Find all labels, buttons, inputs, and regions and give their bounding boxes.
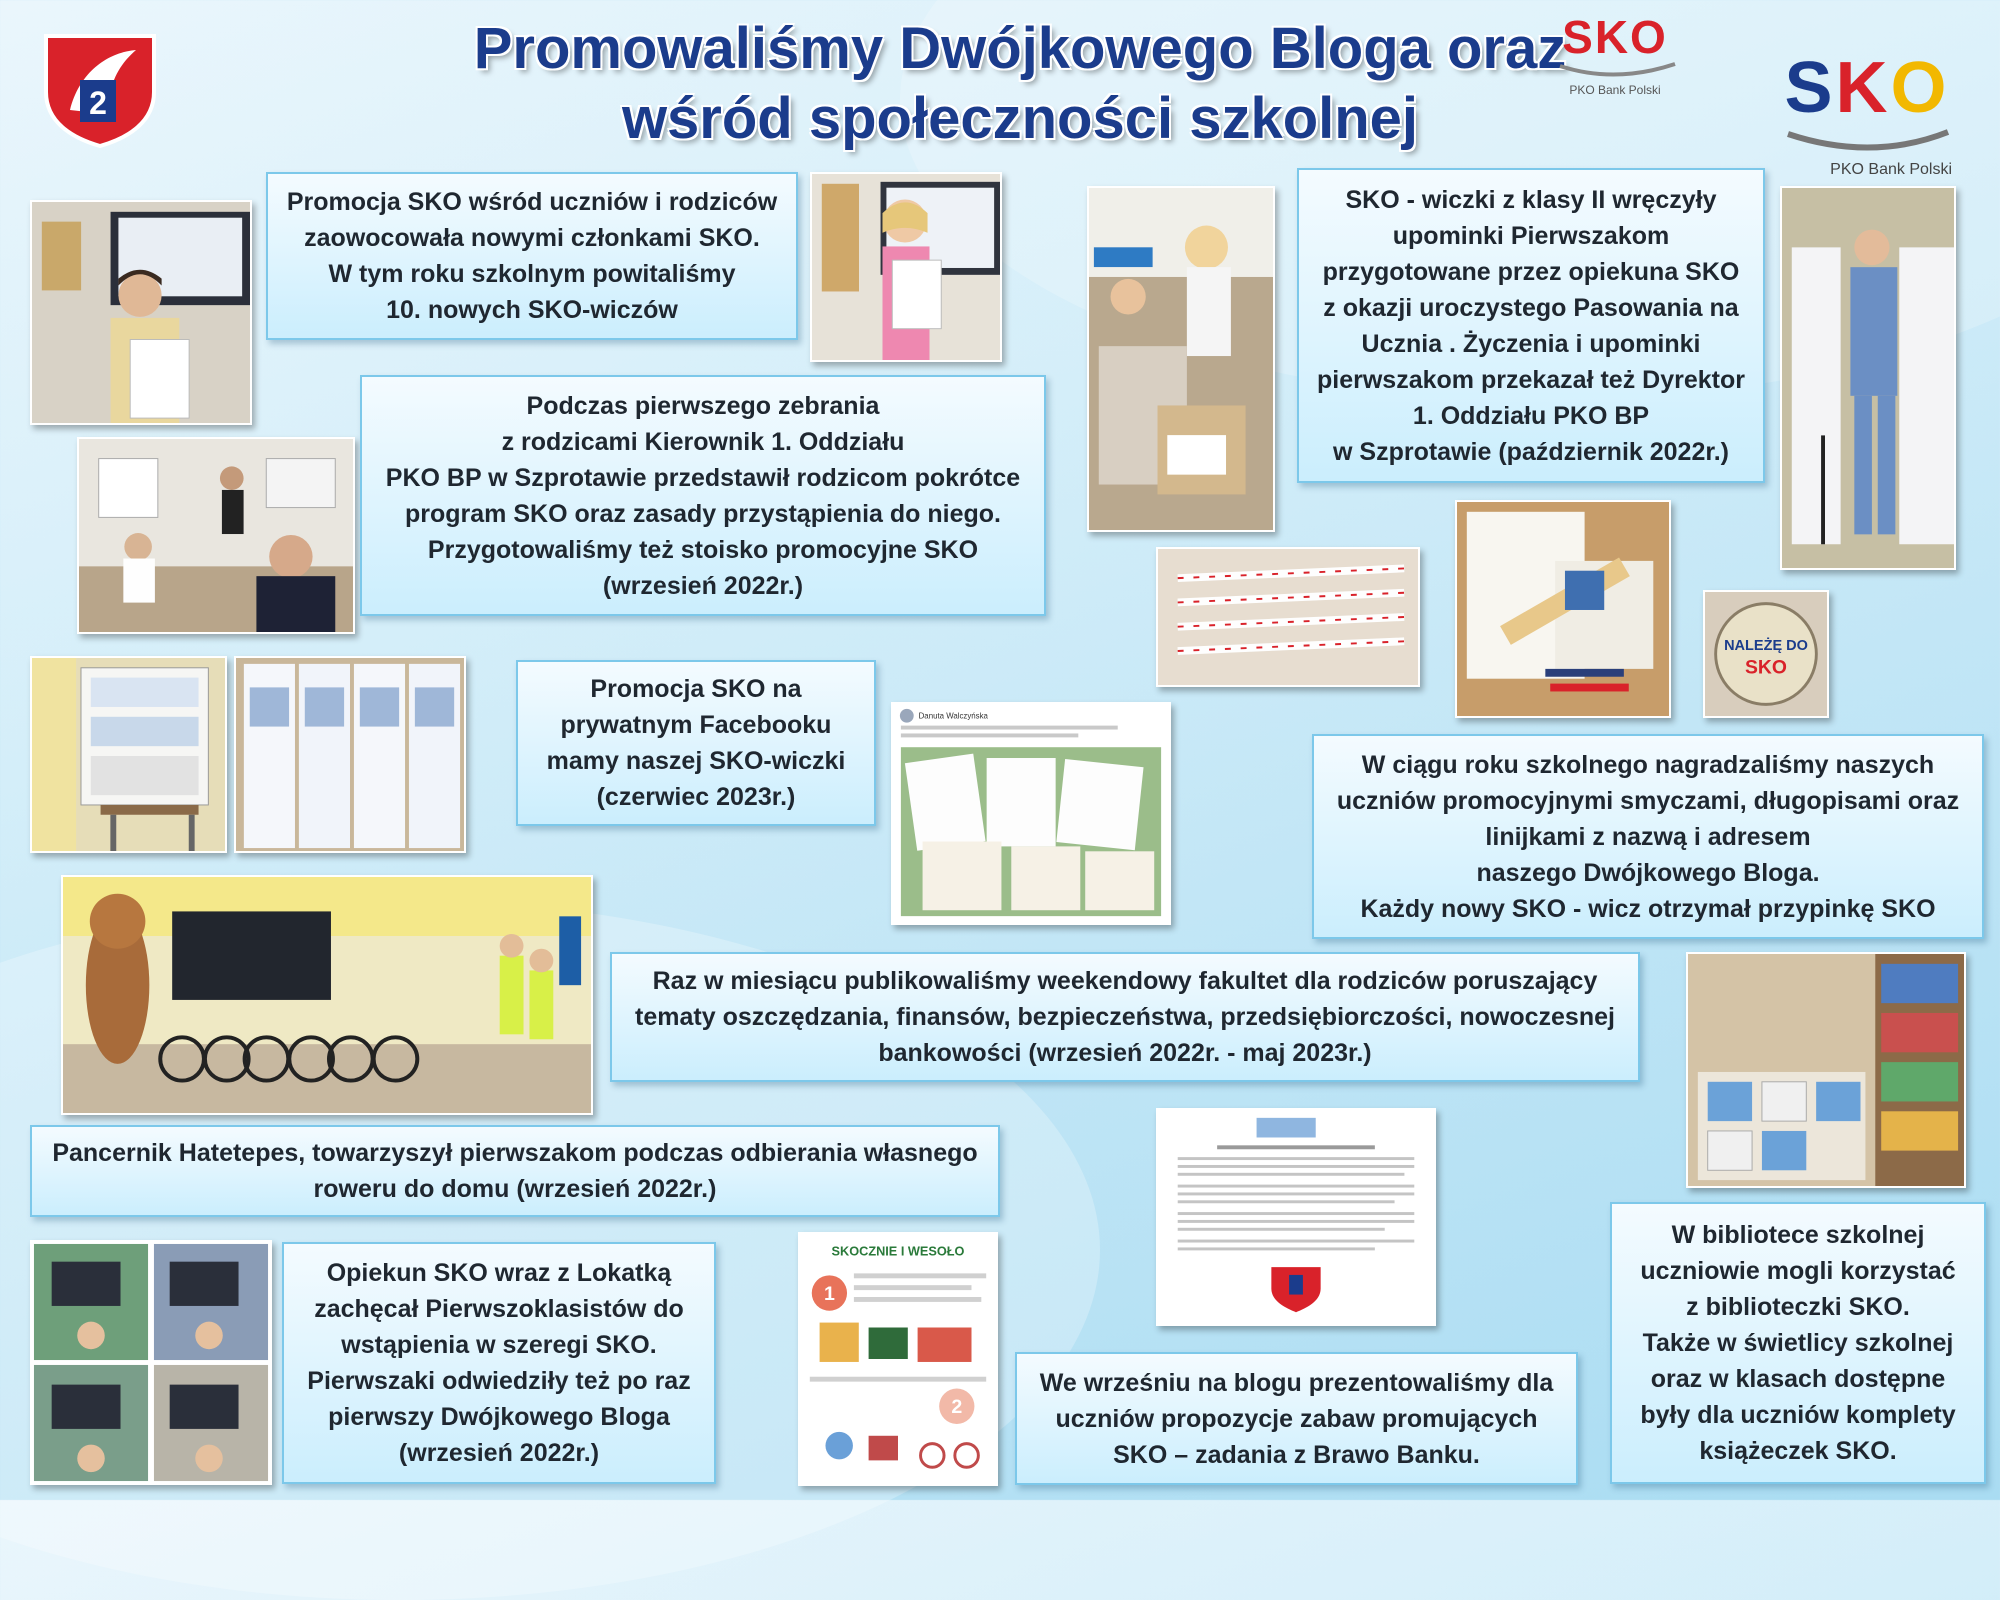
- worksheet-number-1: 1: [823, 1282, 835, 1305]
- photo-sko-stand: [30, 656, 227, 853]
- text-library-content: W bibliotece szkolnej uczniowie mogli korzystać z biblioteczki SKO. Także w świetlicy szkolnej oraz w klasach dostępne były dla uczniów komplety książeczek SKO.: [1640, 1221, 1956, 1465]
- photo-parent-meeting: [77, 437, 355, 634]
- sko-logo-small-swoosh: [1550, 62, 1680, 78]
- worksheet-title: SKOCZNIE I WESOŁO: [831, 1243, 965, 1259]
- text-rewards: [1312, 734, 1984, 939]
- text-rewards-content: W ciągu roku szkolnego nagradzaliśmy naszych uczniów promocyjnymi smyczami, długopisami oraz linijkami z nazwą i adresem naszego Dwójkowego Bloga. Każdy nowy SKO - wicz otrzymał przypinkę SKO: [1336, 750, 1960, 923]
- school-badge-logo: [40, 30, 160, 148]
- text-library: [1610, 1202, 1986, 1484]
- pko-logo-large-text: PKO Bank Polski: [1830, 161, 1952, 178]
- text-monthly-faculty-content: Raz w miesiącu publikowaliśmy weekendowy fakultet dla rodziców poruszający tematy oszczędzania, finansów, bezpieczeństwa, przedsiębiorczości, nowoczesnej bankowości (wrzesień 2022r. - maj 2023r.): [635, 967, 1615, 1067]
- photo-blog-article: [1156, 1108, 1436, 1326]
- photo-lanyards: [1156, 547, 1420, 687]
- text-first-meeting-content: Podczas pierwszego zebrania z rodzicami Kierownik 1. Oddziału PKO BP w Szprotawie przedstawił rodzicom pokrótce program SKO oraz zasady przystąpienia do niego. Przygotowaliśmy też stoisko promocyjne SKO (wrzesień 2022r.): [385, 391, 1021, 600]
- photo-girl-certificate: [810, 172, 1002, 362]
- text-facebook: [516, 660, 876, 826]
- text-lokatka: [282, 1242, 716, 1484]
- text-pancernik-content: Pancernik Hatetepes, towarzyszył pierwszakom podczas odbierania własnego roweru do domu (wrzesień 2022r.): [52, 1139, 978, 1203]
- text-monthly-faculty: [610, 952, 1640, 1082]
- photo-boy-certificate: [30, 200, 252, 425]
- photo-rulers-pens: [1455, 500, 1671, 718]
- fb-post-author: Danuta Walczyńska: [918, 711, 988, 721]
- worksheet-number-2: 2: [951, 1396, 963, 1419]
- pin-badge-label: NALEŻĘ DO: [1724, 638, 1808, 655]
- text-promo-students: [266, 172, 798, 340]
- sko-logo-small-text: SKO: [1562, 11, 1668, 63]
- page-title: [380, 14, 1660, 154]
- text-gifts-class2: [1297, 168, 1765, 483]
- photo-bikes-mascot: [61, 875, 593, 1115]
- text-pancernik: [30, 1125, 1000, 1217]
- photo-bank-director: [1780, 186, 1956, 570]
- text-promo-students-content: Promocja SKO wśród uczniów i rodziców zaowocowała nowymi członkami SKO. W tym roku szkolnym powitaliśmy 10. nowych SKO-wiczów: [286, 188, 778, 324]
- sko-logo-large-text: SKO: [1784, 48, 1950, 128]
- photo-computer-lab: [30, 1240, 272, 1485]
- sko-logo-small: [1550, 12, 1680, 107]
- sko-logo-large-swoosh: [1782, 128, 1952, 152]
- text-lokatka-content: Opiekun SKO wraz z Lokatką zachęcał Pierwszoklasistów do wstąpienia w szeregi SKO. Pierwszaki odwiedziły też po raz pierwszy Dwójkowego Bloga (wrzesień 2022r.): [307, 1259, 691, 1467]
- photo-library-books: [1686, 952, 1966, 1188]
- pko-logo-small-text: PKO Bank Polski: [1569, 83, 1661, 97]
- title-line-1: Promowaliśmy Dwójkowego Bloga oraz: [473, 16, 1567, 81]
- photo-sko-pin-badge: [1703, 590, 1829, 718]
- photo-ceremony-gifts: [1087, 186, 1275, 532]
- photo-worksheet: [798, 1232, 998, 1486]
- pin-badge-sko: SKO: [1745, 656, 1787, 679]
- text-september-blog: [1015, 1352, 1578, 1485]
- text-september-blog-content: We wrześniu na blogu prezentowaliśmy dla uczniów propozycje zabaw promujących SKO – zadania z Brawo Banku.: [1039, 1368, 1554, 1469]
- sko-logo-large: [1782, 48, 1952, 183]
- title-line-2: wśród społeczności szkolnej: [621, 86, 1419, 151]
- text-first-meeting: [360, 375, 1046, 616]
- photo-facebook-post: [891, 702, 1171, 925]
- school-badge-number: 2: [89, 85, 107, 121]
- photo-sko-leaflets: [234, 656, 466, 853]
- text-facebook-content: Promocja SKO na prywatnym Facebooku mamy naszej SKO-wiczki (czerwiec 2023r.): [546, 675, 846, 811]
- text-gifts-class2-content: SKO - wiczki z klasy II wręczyły upominki Pierwszakom przygotowane przez opiekuna SKO z okazji uroczystego Pasowania na Ucznia . Życzenia i upominki pierwszakom przekazał też Dyrektor 1. Oddziału PKO BP w Szprotawie (październik 2022r.): [1317, 185, 1745, 466]
